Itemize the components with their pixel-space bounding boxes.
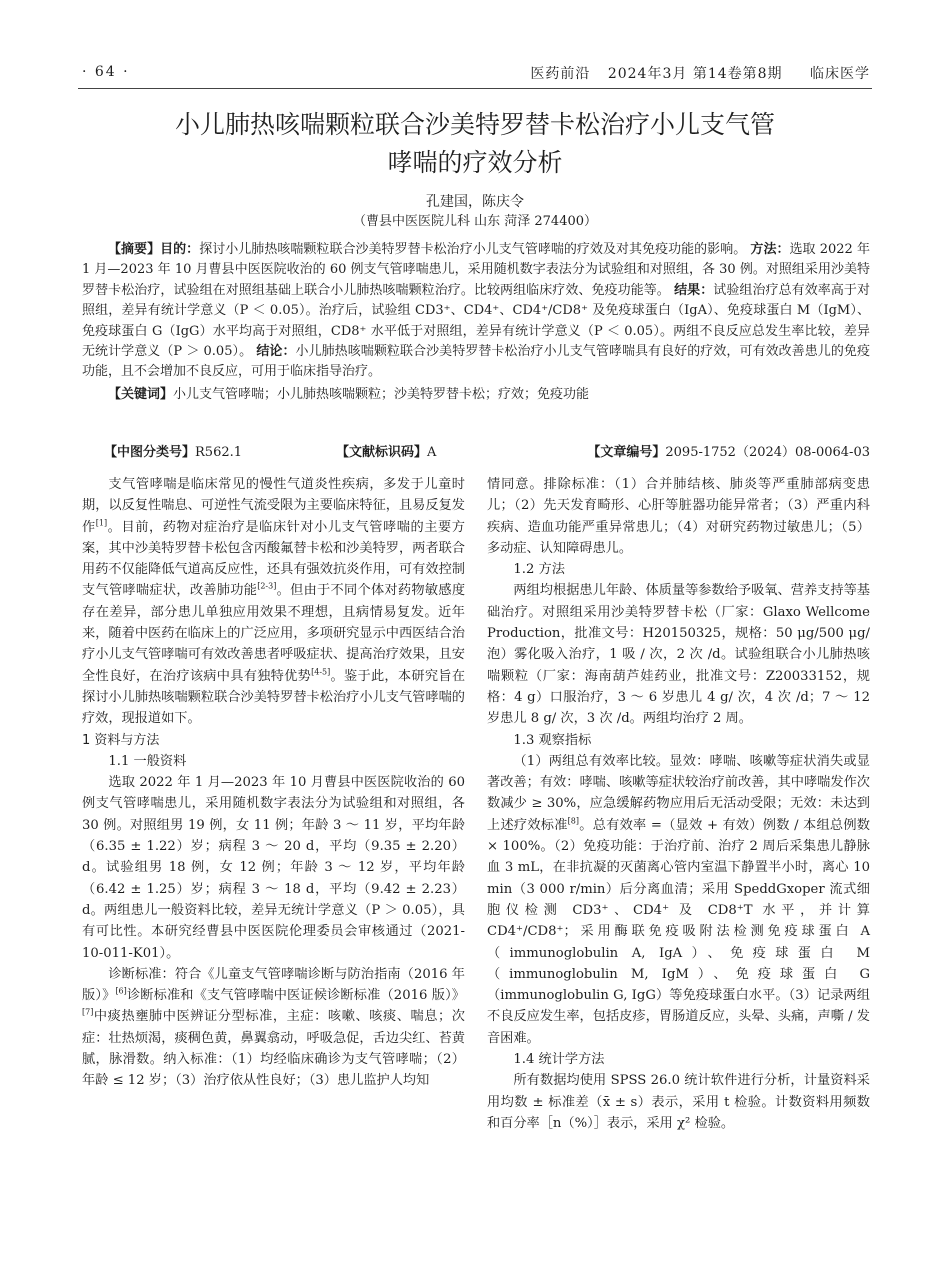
section-heading-1-2: 1.2 方法 <box>513 562 565 578</box>
article-no-value: 2095-1752（2024）08-0064-03 <box>665 445 870 460</box>
affiliation: （曹县中医医院儿科 山东 菏泽 274400） <box>352 214 598 229</box>
keywords-text: 小儿支气管哮喘；小儿肺热咳喘颗粒；沙美特罗替卡松；疗效；免疫功能 <box>173 386 590 402</box>
results-label: 结果： <box>674 282 714 298</box>
methods-label: 方法： <box>750 242 790 257</box>
article-no-label: 【文章编号】 <box>587 445 666 460</box>
clc-value: R562.1 <box>195 445 243 460</box>
journal-name: 医药前沿 <box>530 66 591 82</box>
doc-label: 【文献标识码】 <box>336 445 428 460</box>
clc-label: 【中图分类号】 <box>104 445 196 460</box>
clc-number <box>104 443 242 463</box>
diagnosis-paragraph: 诊断标准：符合《儿童支气管哮喘诊断与防治指南（2016 年版）》[6]诊断标准和《支气管哮喘中医证候诊断标准（2016 版）》[7]中痰热壅肺中医辨证分型标准，主症：咳嗽、咳痰、喘息；次症：壮热烦渴，痰稠色黄，鼻翼翕动，呼吸急促，舌边尖红、苔黄腻，脉滑数。纳入标准：（1）均经临床确诊为支气管哮喘；（2）年龄 ≤ 12 岁；（3）治疗依从性良好；（3）患儿监护人均知 <box>82 966 465 1089</box>
section-heading-1: 1 资料与方法 <box>82 732 160 748</box>
abstract-block <box>82 240 870 405</box>
objective-text: 探讨小儿肺热咳喘颗粒联合沙美特罗替卡松治疗小儿支气管哮喘的疗效及对其免疫功能的影响。 <box>199 242 747 257</box>
methods-paragraph: 两组均根据患儿年龄、体质量等参数给予吸氧、营养支持等基础治疗。对照组采用沙美特罗替卡松（厂家：Glaxo Wellcome Production，批准文号：H20150325，规格：50 μg/500 μg/ 泡）雾化吸入治疗，1 吸 / 次，2 次 /d。试验组联合小儿肺热咳喘颗粒（厂家：海南葫芦娃药业，批准文号：Z20033152，规格：4 g）口服治疗，3 ～ 6 岁患儿 4 g/ 次，4 次 /d；7 ～ 12 岁患儿 8 g/ 次，3 次 /d。两组均治疗 2 周。 <box>487 583 870 727</box>
title-line-2: 哮喘的疗效分析 <box>387 148 563 177</box>
meta-row <box>82 443 870 463</box>
intro-paragraph: 支气管哮喘是临床常见的慢性气道炎性疾病，多发于儿童时期，以反复性喘息、可逆性气流受限为主要临床特征，且易反复发作[1]。目前，药物对症治疗是临床针对小儿支气管哮喘的主要方案，其中沙美特罗替卡松包含丙酸氟替卡松和沙美特罗，两者联合用药不仅能降低气道高反应性，还具有强效抗炎作用，可有效控制支气管哮喘症状，改善肺功能[2-3]。但由于不同个体对药物敏感度存在差异，部分患儿单独应用效果不理想，且病情易复发。近年来，随着中医药在临床上的广泛应用，多项研究显示中西医结合治疗小儿支气管哮喘可有效改善患者呼吸症状、提高治疗效果，且安全性良好，在治疗该病中具有独特优势[4-5]。鉴于此，本研究旨在探讨小儿肺热咳喘颗粒联合沙美特罗替卡松治疗小儿支气管哮喘的疗效，现报道如下。 <box>82 477 466 727</box>
abstract-paragraph <box>82 240 870 383</box>
citation: [6] <box>115 986 127 996</box>
right-column <box>487 474 870 1134</box>
left-column <box>82 474 465 1092</box>
section-heading-1-1: 1.1 一般资料 <box>108 753 187 769</box>
methods-text: 选取 2022 年 1 月—2023 年 10 月曹县中医医院收治的 60 例支气管哮喘患儿，采用随机数字表法分为试验组和对照组，各 30 例。对照组采用沙美特罗替卡松治疗，试验组在对照组基础上联合小儿肺热咳喘颗粒治疗。比较两组临床疗效、免疫功能等。 <box>82 242 870 298</box>
results-text: 试验组治疗总有效率高于对照组，差异有统计学意义（P ＜ 0.05）。治疗后，试验组 CD3⁺、CD4⁺、CD4⁺/CD8⁺ 及免疫球蛋白（IgA）、免疫球蛋白 M（IgM）、免疫球蛋白 G（IgG）水平均高于对照组，CD8⁺ 水平低于对照组，差异有统计学意义（P ＜ 0.05）。两组不良反应总发生率比较，差异无统计学意义（P ＞ 0.05）。 <box>82 282 870 360</box>
conclusion-label: 结论： <box>256 344 296 360</box>
keywords-label: 【关键词】 <box>108 386 174 402</box>
general-info-paragraph: 选取 2022 年 1 月—2023 年 10 月曹县中医医院收治的 60 例支气管哮喘患儿，采用随机数字表法分为试验组和对照组，各 30 例。对照组男 19 例，女 11 例；年龄 3 ～ 11 岁，平均年龄（6.35 ± 1.22）岁；病程 3 ～ 20 d，平均（9.35 ± 2.20）d。试验组男 18 例，女 12 例；年龄 3 ～ 12 岁，平均年龄（6.42 ± 1.25）岁；病程 3 ～ 18 d，平均（9.42 ± 2.23）d。两组患儿一般资料比较，差异无统计学意义（P ＞ 0.05），具有可比性。本研究经曹县中医医院伦理委员会审核通过（2021-10-011-K01）。 <box>82 775 465 961</box>
citation: [2-3] <box>257 582 277 592</box>
authors: 孔建国，陈庆令 <box>426 194 524 210</box>
observation-paragraph: （1）两组总有效率比较。显效：哮喘、咳嗽等症状消失或显著改善；有效：哮喘、咳嗽等症状较治疗前改善，其中哮喘发作次数减少 ≥ 30%，应急缓解药物应用后无活动受限；无效：未达到上述疗效标准[8]。总有效率 =（显效 + 有效）例数 / 本组总例数 × 100%。（2）免疫功能：于治疗前、治疗 2 周后采集患儿静脉血 3 mL，在非抗凝的灭菌离心管内室温下静置半小时，离心 10 min（3 000 r/min）后分离血清；采用 SpeddGxoper 流式细胞仪检测 CD3⁺、CD4⁺ 及 CD8⁺T 水平，并计算 CD4⁺/CD8⁺；采用酶联免疫吸附法检测免疫球蛋白 A（immunoglobulin A, IgA）、免疫球蛋白 M（immunoglobulin M, IgM）、免疫球蛋白 G（immunoglobulin G, IgG）等免疫球蛋白水平。（3）记录两组不良反应发生率，包括皮疹，胃肠道反应，头晕、头痛，声嘶 / 发音困难。 <box>487 753 870 1046</box>
article-title <box>80 106 870 182</box>
doc-value: A <box>427 445 437 460</box>
conclusion-text: 小儿肺热咳喘颗粒联合沙美特罗替卡松治疗小儿支气管哮喘具有良好的疗效，可有效改善患儿的免疫功能，且不会增加不良反应，可用于临床指导治疗。 <box>82 344 870 380</box>
section-name: 临床医学 <box>810 66 870 82</box>
citation: [1] <box>95 518 108 528</box>
doc-code <box>336 443 436 463</box>
consent-paragraph: 情同意。排除标准：（1）合并肺结核、肺炎等严重肺部病变患儿；（2）先天发育畸形、心肝等脏器功能异常者；（3）严重内科疾病、造血功能严重异常患儿；（4）对研究药物过敏患儿；（5）多动症、认知障碍患儿。 <box>487 477 870 556</box>
objective-label: 目的： <box>160 242 200 257</box>
title-line-1: 小儿肺热咳喘颗粒联合沙美特罗替卡松治疗小儿支气管 <box>174 110 775 139</box>
citation: [4-5] <box>311 667 331 677</box>
running-header <box>518 63 870 83</box>
keywords-line <box>82 385 870 405</box>
section-heading-1-4: 1.4 统计学方法 <box>513 1052 605 1068</box>
page-number: · 64 · <box>82 64 130 80</box>
citation: [8] <box>567 816 579 826</box>
section-heading-1-3: 1.3 观察指标 <box>513 732 592 748</box>
statistics-paragraph: 所有数据均使用 SPSS 26.0 统计软件进行分析，计量资料采用均数 ± 标准差（x̄ ± s）表示，采用 t 检验。计数资料用频数和百分率［n（%）］表示，采用 χ² 检验。 <box>487 1073 870 1131</box>
abstract-label: 【摘要】 <box>108 242 161 257</box>
issue-info: 2024年3月 第14卷第8期 <box>607 66 783 82</box>
article-number <box>587 443 870 463</box>
header-rule <box>78 88 872 89</box>
citation: [7] <box>82 1008 94 1018</box>
